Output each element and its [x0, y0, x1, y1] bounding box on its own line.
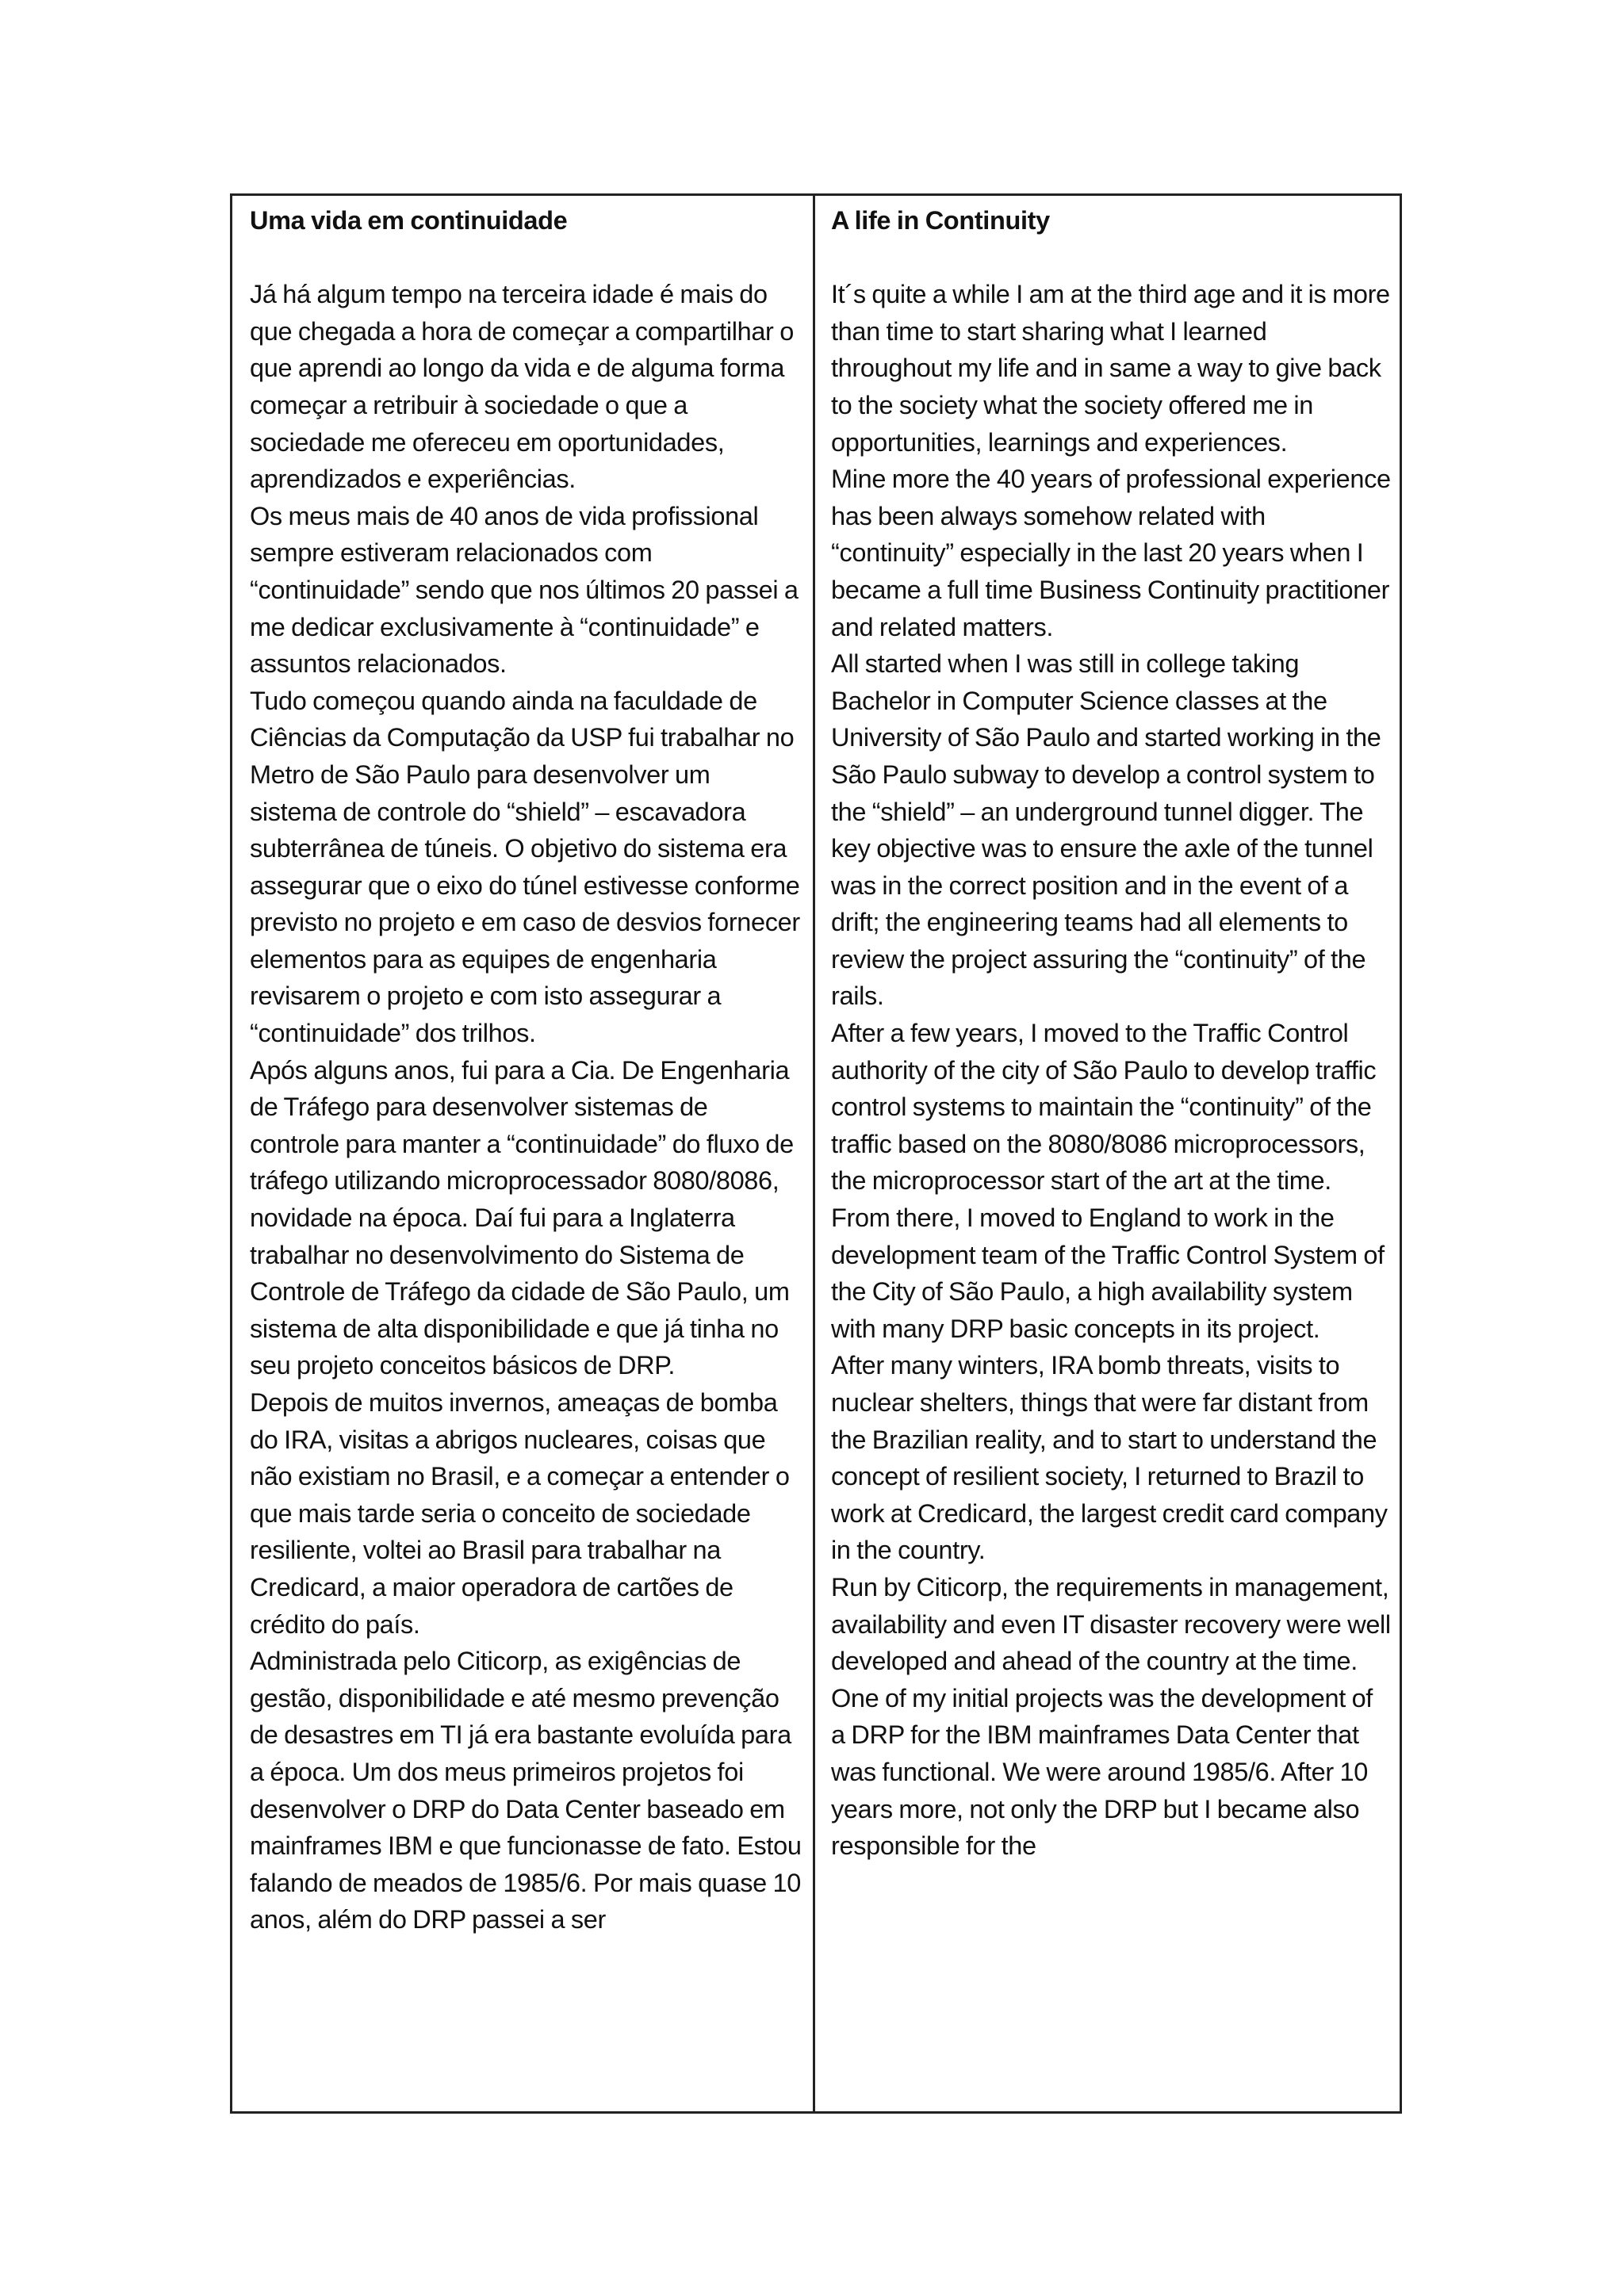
- pt-paragraph-2: Os meus mais de 40 anos de vida profissional sempre estiveram relacionados com “continuidade” sendo que nos últimos 20 passei a me dedicar exclusivamente à “continuidade” e assuntos relacionados.: [250, 501, 799, 679]
- bilingual-table: [230, 193, 1402, 2114]
- title-spacer: [250, 239, 802, 277]
- pt-paragraph-3: Tudo começou quando ainda na faculdade de Ciências da Computação da USP fui trabalhar no Metro de São Paulo para desenvolver um sistema de controle do “shield” – escavadora subterrânea de túneis. O objetivo do sistema era assegurar que o eixo do túnel estivesse conforme previsto no projeto e em caso de desvios fornecer elementos para as equipes de engenharia revisarem o projeto e com isto assegurar a “continuidade” dos trilhos.: [250, 686, 800, 1048]
- en-paragraph-1: It´s quite a while I am at the third age and it is more than time to start sharing what I learned throughout my life and in same a way to give back to the society what the society offered me in opportunities, learnings and experiences.: [831, 280, 1390, 457]
- pt-paragraph-4: Após alguns anos, fui para a Cia. De Engenharia de Tráfego para desenvolver sistemas de controle para manter a “continuidade” do fluxo de tráfego utilizando microprocessador 8080/8086, novidade na época. Daí fui para a Inglaterra trabalhar no desenvolvimento do Sistema de Controle de Tráfego da cidade de São Paulo, um sistema de alta disponibilidade e que já tinha no seu projeto conceitos básicos de DRP.: [250, 1055, 794, 1380]
- pt-paragraph-6: Administrada pelo Citicorp, as exigências de gestão, disponibilidade e até mesmo prevenção de desastres em TI já era bastante evoluída para a época. Um dos meus primeiros projetos foi desenvolver o DRP do Data Center baseado em mainframes IBM e que funcionasse de fato. Estou falando de meados de 1985/6. Por mais quase 10 anos, além do DRP passei a ser: [250, 1647, 802, 1934]
- en-paragraph-6: Run by Citicorp, the requirements in management, availability and even IT disaster recovery were well developed and ahead of the country at the time. One of my initial projects was the development of a DRP for the IBM mainframes Data Center that was functional. We were around 1985/6. After 10 years more, not only the DRP but I became also responsible for the: [831, 1572, 1391, 1861]
- en-paragraph-2: Mine more the 40 years of professional experience has been always somehow related with “continuity” especially in the last 20 years when I became a full time Business Continuity practitioner and related matters.: [831, 465, 1391, 641]
- portuguese-column: [232, 196, 815, 2111]
- title-spacer: [831, 239, 1392, 277]
- english-title: A life in Continuity: [831, 206, 1050, 235]
- en-paragraph-3: All started when I was still in college taking Bachelor in Computer Science classes at the University of São Paulo and started working in the São Paulo subway to develop a control system to the “shield” – an underground tunnel digger. The key objective was to ensure the axle of the tunnel was in the correct position and in the event of a drift; the engineering teams had all elements to review the project assuring the “continuity” of the rails.: [831, 649, 1381, 1011]
- en-paragraph-5: After many winters, IRA bomb threats, visits to nuclear shelters, things that were far distant from the Brazilian reality, and to start to understand the concept of resilient society, I returned to Brazil to work at Credicard, the largest credit card company in the country.: [831, 1351, 1388, 1565]
- en-paragraph-4: After a few years, I moved to the Traffic Control authority of the city of São Paulo to develop traffic control systems to maintain the “continuity” of the traffic based on the 8080/8086 microprocessors, the microprocessor start of the art at the time. From there, I moved to England to work in the development team of the Traffic Control System of the City of São Paulo, a high availability system with many DRP basic concepts in its project.: [831, 1019, 1385, 1343]
- pt-paragraph-1: Já há algum tempo na terceira idade é mais do que chegada a hora de começar a compartilhar o que aprendi ao longo da vida e de alguma forma começar a retribuir à sociedade o que a sociedade me ofereceu em oportunidades, aprendizados e experiências.: [250, 280, 794, 494]
- pt-paragraph-5: Depois de muitos invernos, ameaças de bomba do IRA, visitas a abrigos nucleares, coisas que não existiam no Brasil, e a começar a entender o que mais tarde seria o conceito de sociedade resiliente, voltei ao Brasil para trabalhar na Credicard, a maior operadora de cartões de crédito do país.: [250, 1388, 790, 1639]
- portuguese-title: Uma vida em continuidade: [250, 206, 568, 235]
- english-column: [815, 196, 1400, 2111]
